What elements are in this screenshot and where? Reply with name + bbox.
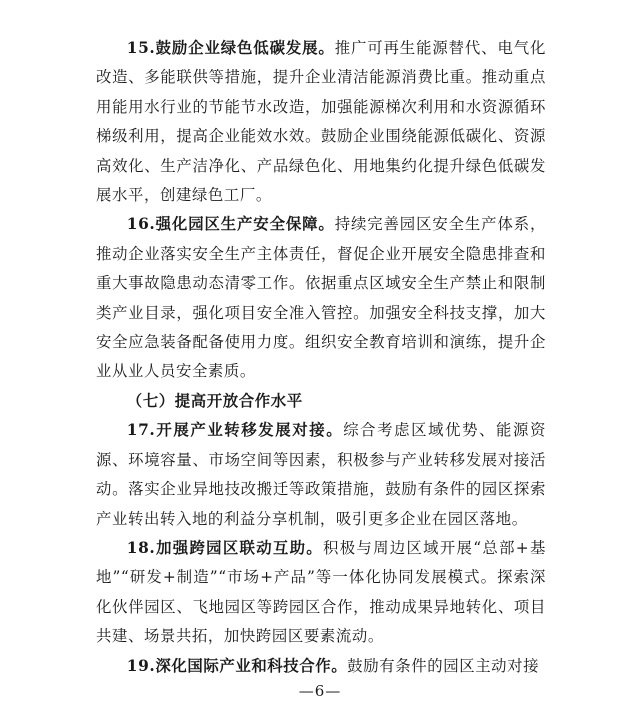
- paragraph-17: [96, 416, 546, 534]
- item-number: 15.: [126, 39, 156, 57]
- item-body: 持续完善园区安全生产体系，推动企业落实安全生产主体责任，督促企业开展安全隐患排查和重大事故隐患动态清零工作。依据重点区域安全生产禁止和限制类产业目录，强化项目安全准入管控。加强安全科技支撑，加大安全应急装备配备使用力度。组织安全教育培训和演练，提升企业从业人员安全素质。: [96, 215, 546, 381]
- item-number: 17.: [126, 421, 156, 440]
- item-body: 推广可再生能源替代、电气化改造、多能联供等措施，提升企业清洁能源消费比重。推动重点用能用水行业的节能节水改造，加强能源梯次利用和水资源循环梯级利用，提高企业能效水效。鼓励企业围绕能源低碳化、资源高效化、生产洁净化、产品绿色化、用地集约化提升绿色低碳发展水平，创建绿色工厂。: [96, 39, 546, 205]
- item-heading: 鼓励企业绿色低碳发展。: [155, 39, 335, 57]
- item-heading: 开展产业转移发展对接。: [155, 421, 344, 440]
- paragraph-16: [96, 210, 546, 386]
- paragraph-19: [96, 652, 546, 681]
- item-body: 积极与周边区域开展“总部+基地”“研发+制造”“市场+产品”等一体化协同发展模式。探索深化伙伴园区、飞地园区等跨园区合作，推动成果异地转化、项目共建、场景共拓，加快跨园区要素流动。: [96, 538, 546, 646]
- paragraph-18: [96, 534, 546, 652]
- item-number: 16.: [126, 215, 156, 234]
- item-body: 鼓励有条件的园区主动对接: [347, 656, 540, 675]
- paragraph-15: [96, 34, 546, 210]
- item-number: 19.: [126, 656, 156, 675]
- item-heading: 强化园区生产安全保障。: [155, 215, 335, 234]
- page-number: —6—: [298, 682, 342, 700]
- item-body: 综合考虑区域优势、能源资源、环境容量、市场空间等因素，积极参与产业转移发展对接活动。落实企业异地技改搬迁等政策措施，鼓励有条件的园区探索产业转出转入地的利益分享机制，吸引更多企业在园区落地。: [96, 421, 546, 528]
- document-page: [96, 34, 546, 681]
- item-heading: 深化国际产业和科技合作。: [155, 656, 348, 675]
- item-number: 18.: [126, 538, 156, 557]
- item-heading: 加强跨园区联动互助。: [155, 538, 324, 557]
- section-title: （七）提高开放合作水平: [126, 391, 303, 410]
